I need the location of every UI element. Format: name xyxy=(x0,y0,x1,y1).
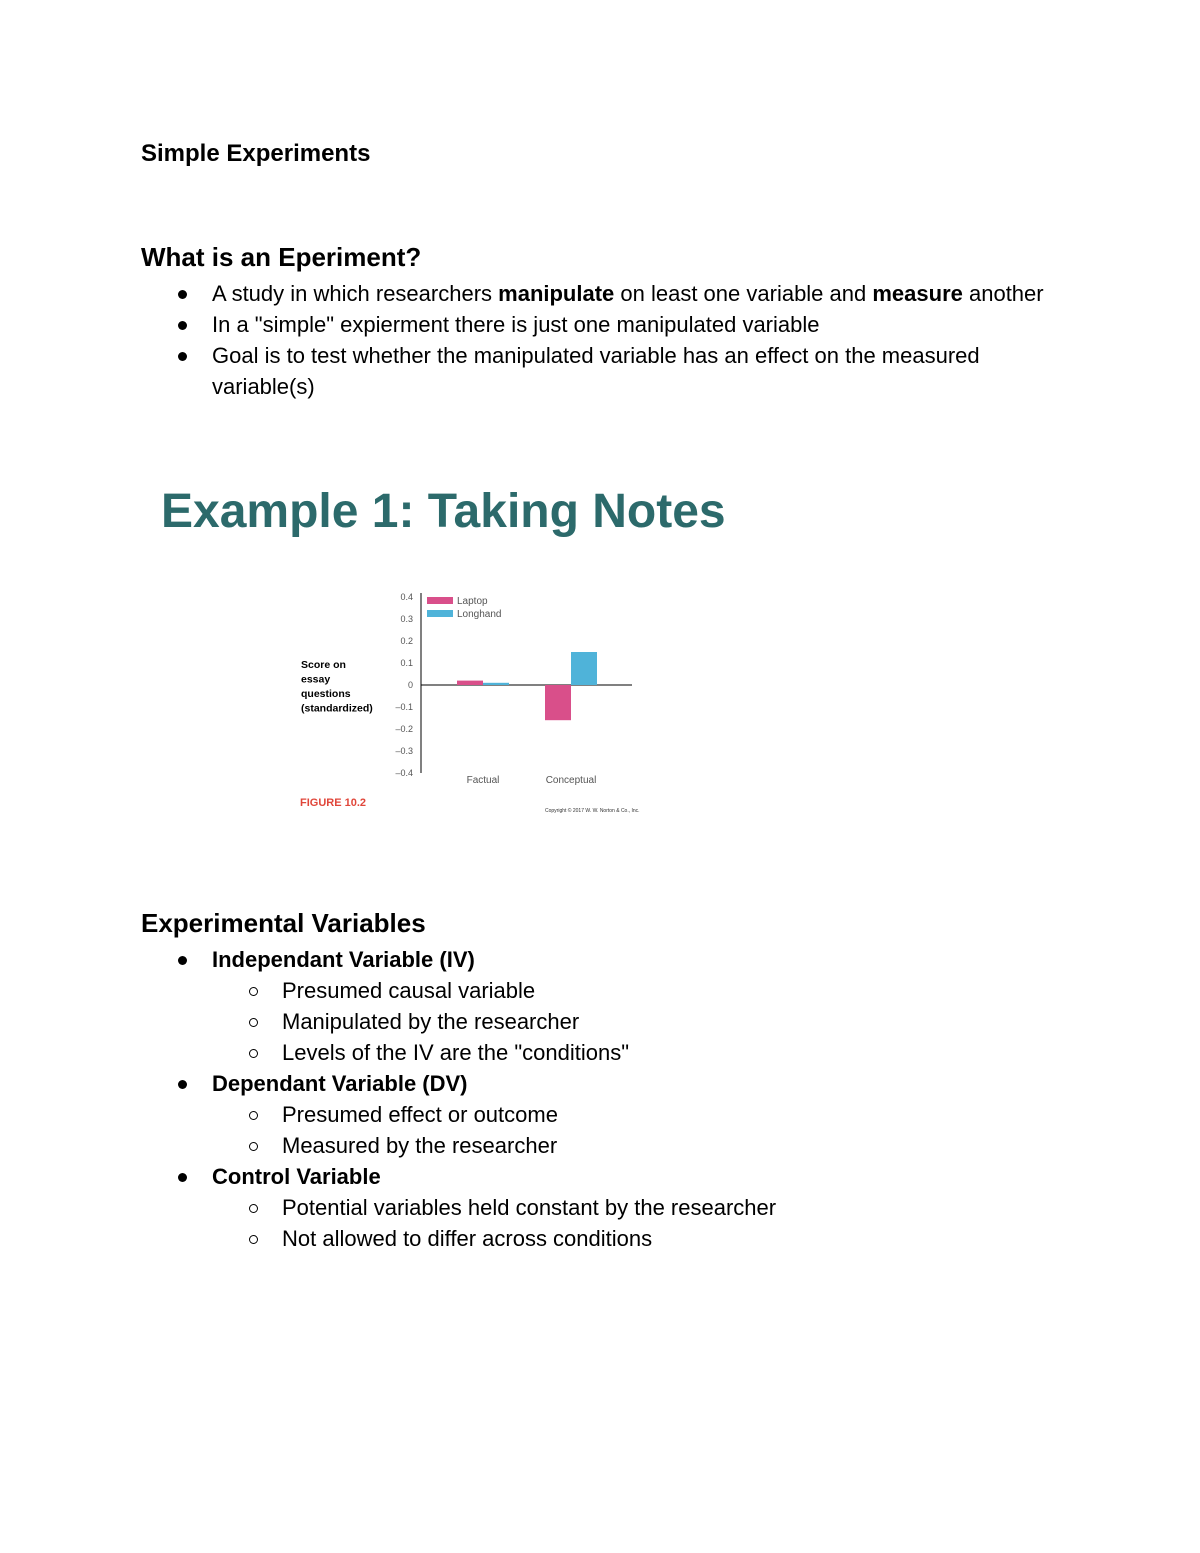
legend-label: Longhand xyxy=(457,609,502,620)
list-item xyxy=(141,944,1061,975)
y-label-line: essay xyxy=(301,673,331,686)
y-axis-label xyxy=(301,659,373,715)
list-item-text: Manipulated by the researcher xyxy=(282,1009,580,1034)
legend-swatch-laptop xyxy=(427,597,453,604)
list-item-text: Presumed effect or outcome xyxy=(282,1102,558,1127)
list-item-text: on least one variable and xyxy=(614,281,873,306)
y-tick-label: –0.4 xyxy=(395,768,413,778)
bullet-icon xyxy=(178,1080,187,1089)
list-item-text: In a "simple" expierment there is just one manipulated variable xyxy=(212,312,820,337)
experiment-bullet-list xyxy=(141,278,1061,402)
sub-list-item xyxy=(141,1130,1061,1161)
bullet-icon xyxy=(178,352,187,361)
y-tick-label: 0.4 xyxy=(400,592,413,602)
list-item-text: Measured by the researcher xyxy=(282,1133,558,1158)
document-title: Simple Experiments xyxy=(141,140,371,167)
variable-heading-control: Control Variable xyxy=(212,1164,381,1189)
list-item xyxy=(141,340,1061,402)
sub-list-item xyxy=(141,1037,1061,1068)
bars xyxy=(457,652,597,720)
variables-list xyxy=(141,944,1061,1254)
list-item xyxy=(141,278,1061,309)
bar-laptop-factual xyxy=(457,681,483,685)
y-axis-ticks xyxy=(395,592,413,778)
bar-laptop-conceptual xyxy=(545,685,571,720)
hollow-bullet-icon xyxy=(249,1204,258,1213)
x-tick-label: Factual xyxy=(466,775,500,786)
y-tick-label: 0.1 xyxy=(400,658,413,668)
y-label-line: Score on xyxy=(301,659,346,671)
section-heading-variables: Experimental Variables xyxy=(141,908,426,938)
bullet-icon xyxy=(178,956,187,965)
y-tick-label: –0.3 xyxy=(395,746,413,756)
list-item-text: A study in which researchers xyxy=(212,281,499,306)
x-axis-labels xyxy=(467,775,597,786)
hollow-bullet-icon xyxy=(249,1049,258,1058)
emphasis-measure: measure xyxy=(872,281,963,306)
bar-longhand-factual xyxy=(483,683,509,685)
bar-longhand-conceptual xyxy=(571,652,597,685)
bullet-icon xyxy=(178,1173,187,1182)
figure-label: FIGURE 10.2 xyxy=(300,797,367,809)
legend-label: Laptop xyxy=(457,596,488,607)
slide-title: Example 1: Taking Notes xyxy=(161,485,726,538)
list-item-text: Goal is to test whether the manipulated variable has an effect on the measured variable(s) xyxy=(212,343,980,399)
hollow-bullet-icon xyxy=(249,1235,258,1244)
sub-list-item xyxy=(141,1192,1061,1223)
sub-list-item xyxy=(141,1223,1061,1254)
legend-swatch-longhand xyxy=(427,610,453,617)
list-item-text: Not allowed to differ across conditions xyxy=(282,1226,653,1251)
y-tick-label: 0 xyxy=(407,680,413,690)
sub-list-item xyxy=(141,1099,1061,1130)
copyright-text: Copyright © 2017 W. W. Norton & Co., Inc. xyxy=(545,808,640,814)
list-item-text: Levels of the IV are the "conditions" xyxy=(282,1040,630,1065)
hollow-bullet-icon xyxy=(249,1142,258,1151)
bullet-icon xyxy=(178,290,187,299)
hollow-bullet-icon xyxy=(249,987,258,996)
hollow-bullet-icon xyxy=(249,1111,258,1120)
x-tick-label: Conceptual xyxy=(545,775,597,786)
y-label-line: questions xyxy=(301,688,351,700)
list-item-text: another xyxy=(962,281,1044,306)
y-tick-label: –0.2 xyxy=(395,724,413,734)
section-heading-experiment: What is an Eperiment? xyxy=(141,242,422,272)
variable-heading-iv: Independant Variable (IV) xyxy=(212,947,475,972)
sub-list-item xyxy=(141,975,1061,1006)
list-item-text: Presumed causal variable xyxy=(282,978,536,1003)
y-label-line: (standardized) xyxy=(301,702,373,715)
list-item xyxy=(141,1068,1061,1099)
legend xyxy=(427,596,502,620)
y-tick-label: 0.3 xyxy=(400,614,413,624)
list-item-text: Potential variables held constant by the researcher xyxy=(282,1195,777,1220)
hollow-bullet-icon xyxy=(249,1018,258,1027)
list-item xyxy=(141,309,1061,340)
variable-heading-dv: Dependant Variable (DV) xyxy=(212,1071,468,1096)
emphasis-manipulate: manipulate xyxy=(498,281,615,306)
sub-list-item xyxy=(141,1006,1061,1037)
y-tick-label: 0.2 xyxy=(400,636,413,646)
y-tick-label: –0.1 xyxy=(395,702,413,712)
bullet-icon xyxy=(178,321,187,330)
bar-chart xyxy=(290,580,650,820)
list-item xyxy=(141,1161,1061,1192)
